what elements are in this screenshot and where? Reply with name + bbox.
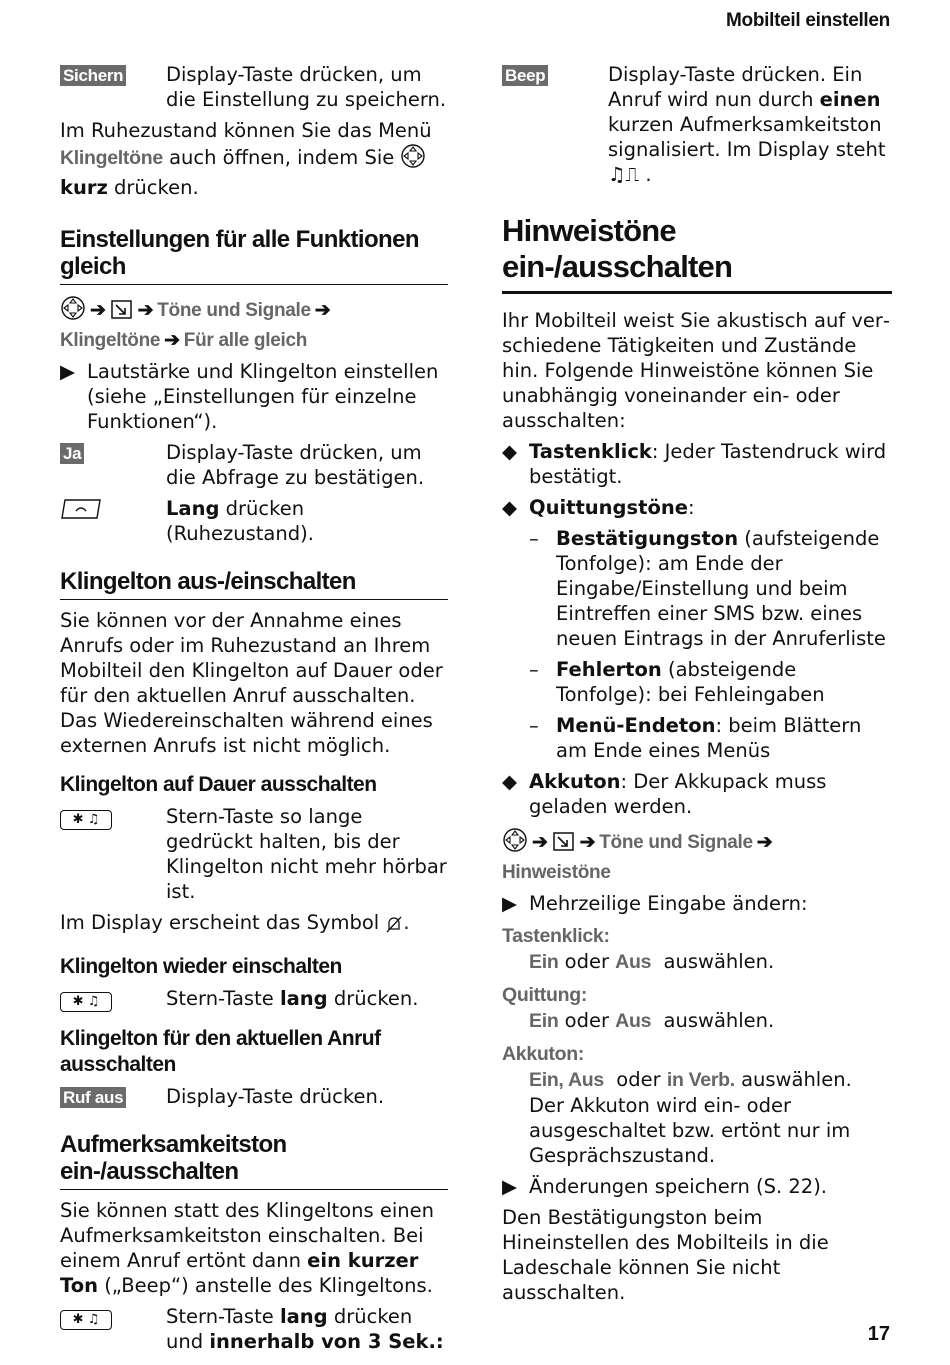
fehl-text: (absteigende Tonfolge): bei Fehleingaben [556,658,825,706]
page-number: 17 [867,1323,890,1345]
option-aus: Aus [615,1010,652,1032]
beep-row: Beep Display-Taste drücken. Ein Anruf wird nun durch einen kurzen Aufmerksamkeitston signalisiert. Im Display steht ♫⎍ . [502,62,892,187]
nav-path-2: ➔ ➔ Töne und Signale ➔ Hinweistöne [502,827,892,885]
list-item: – Bestätigungston (aufsteigende Tonfolge): am Ende der Eingabe/Einstellung und beim Eintreffen einer SMS bzw. eines neuen Eintrags in der Anruferliste [529,527,886,650]
hinweis-paragraph: Ihr Mobilteil weist Sie akustisch auf verschiedene Tätigkeiten und Zustände hin. Folgende Hinweistöne können Sie unabhängig voneinander ein- oder ausschalten: [502,309,890,432]
dauer-text: Stern-Taste so lange gedrückt halten, bis der Klingelton nicht mehr hörbar ist. [166,805,447,903]
aufm-key-lang: lang [279,1305,328,1328]
sichern-text: Display-Taste drücken, um die Einstellung zu speichern. [166,63,447,111]
akkuton-label: Akkuton: [502,1043,585,1065]
menu-text: : beim Blättern am Ende eines Menüs [556,714,862,762]
nav-fuer-alle-gleich: Für alle gleich [183,330,308,351]
menu-bold: Menü-Endeton [556,714,716,737]
beep-text-2: kurzen Aufmerksamkeitston signalisiert. Im Display steht [608,113,886,161]
beep-symbol-icon: ♫⎍ [608,163,640,186]
nav-toene-signale: Töne und Signale [157,300,311,321]
wieder-lang: lang [279,987,328,1010]
ja-display-key: Ja [60,443,84,464]
akkuton-text: auswählen. Der Akkuton wird ein- oder ausgeschaltet bzw. ertönt nur im Gesprächszustand. [529,1068,852,1167]
oder-text: oder [616,1068,661,1091]
tastenklick-option [502,949,892,975]
option-ein-aus: Ein, Aus [529,1069,604,1091]
best-text: (aufsteigende Tonfolge): am Ende der Eingabe/Einstellung und beim Eintreffen einer SMS bzw. eines neuen Eintrags in der Anruferliste [556,527,886,650]
symbol-text: Im Display erscheint das Symbol [60,911,380,934]
lang-bold: Lang [166,497,220,520]
list-item [502,769,892,819]
triangle-bullet-icon: ▶ [60,360,75,383]
ruhe-text-1: Im Ruhezustand können Sie das Menü [60,119,432,142]
option-ein: Ein [529,1010,559,1032]
bullet-lautstaerke: Lautstärke und Klingelton einstellen (siehe „Einstellungen für einzelne Funktionen“). [87,360,439,433]
ruf-row [60,1084,448,1109]
list-item: – Menü-Endeton: beim Blättern am Ende eines Menüs [529,714,862,762]
symbol-paragraph: Im Display erscheint das Symbol . [60,910,448,940]
quittung-label: Quittung: [502,984,588,1006]
lang-text: drücken (Ruhezustand). [166,497,314,545]
heading-klingelton-aus: Klingelton aus-/einschalten [60,568,448,600]
star-key-icon: ✱ ♫ [60,810,112,830]
ja-text: Display-Taste drücken, um die Abfrage zu bestätigen. [166,441,425,489]
list-item [502,891,892,916]
tastenklick-label: Tastenklick: [502,925,610,947]
nav-klingeltoene: Klingeltöne [60,330,161,351]
lang-row [60,496,448,546]
aufm-key-text-2: drücken und [166,1305,413,1353]
akkuton-option [502,1067,892,1168]
schluss-paragraph: Den Bestätigungston beim Hineinstellen des Mobilteils in die Ladeschale können Sie nicht ausschalten. [502,1206,829,1304]
beep-bold: einen [819,88,881,111]
dauer-row [60,804,448,904]
akku-text: : Der Akkupack muss geladen werden. [529,770,827,818]
ruhe-kurz: kurz [60,176,108,199]
sichern-row [60,62,448,112]
control-key-icon [400,143,426,175]
aufm-key-row [60,1304,448,1354]
heading-wieder: Klingelton wieder einschalten [60,955,342,978]
settings-menu-icon [110,299,134,328]
heading-hinweistoene: Hinweistöne ein-/ausschalten [502,213,892,294]
oder-text: oder [564,950,609,973]
mehrzeilig-text: Mehrzeilige Eingabe ändern: [529,892,808,915]
star-key-icon: ✱ ♫ [60,1310,112,1330]
akku-bold: Akkuton [529,770,621,793]
star-key-icon: ✱ ♫ [60,992,112,1012]
list-item [502,1174,892,1199]
aufm-bold: ein kurzer Ton [60,1249,419,1297]
nav-hinweistoene: Hinweistöne [502,862,611,883]
quittung-option [502,1008,892,1034]
triangle-bullet-icon: ▶ [502,1175,517,1198]
nav-path-1: ➔ ➔ Töne und Signale ➔ Klingeltöne ➔ Für alle gleich [60,295,448,353]
list-item [502,439,892,489]
wieder-text-2: drücken. [333,987,419,1010]
ruf-text: Display-Taste drücken. [166,1085,385,1108]
diamond-bullet-icon: ◆ [502,440,517,463]
settings-menu-icon [552,831,576,860]
ringer-off-icon [385,914,403,940]
wieder-text-1: Stern-Taste [166,987,274,1010]
ja-row [60,440,448,490]
option-ein: Ein [529,951,559,973]
option-aus: Aus [615,951,652,973]
wieder-row [60,986,448,1012]
heading-dauer: Klingelton auf Dauer ausschalten [60,773,377,796]
heading-aktuell: Klingelton für den aktuellen Anruf ausschalten [60,1027,381,1076]
diamond-bullet-icon: ◆ [502,770,517,793]
left-column [60,62,448,1354]
beep-text-1: Display-Taste drücken. Ein Anruf wird nun durch [608,63,863,111]
best-bold: Bestätigungston [556,527,739,550]
list-item [60,359,448,434]
quittung-text: : [687,496,695,519]
aufm-key-bold: innerhalb von 3 Sek.: [209,1330,444,1353]
tastenklick-text: : Jeder Tastendruck wird bestätigt. [529,440,887,488]
end-call-key-icon [60,498,102,526]
control-key-icon [60,295,86,328]
ruhe-text-3: drücken. [114,176,199,199]
running-header: Mobilteil einstellen [726,10,890,31]
fehl-bold: Fehlerton [556,658,662,681]
list-item: – Fehlerton (absteigende Tonfolge): bei Fehleingaben [529,658,825,706]
ruhe-text-2: auch öffnen, indem Sie [169,146,395,169]
heading-alle-funktionen: Einstellungen für alle Funktionen gleich [60,226,448,285]
aufm-text-1: Sie können statt des Klingeltons einen Aufmerksamkeitston einschalten. Bei einem Anruf ertönt dann [60,1199,434,1272]
beep-display-key: Beep [502,65,548,86]
diamond-bullet-icon: ◆ [502,496,517,519]
tastenklick-bold: Tastenklick [529,440,652,463]
heading-aufmerksamkeit: Aufmerksamkeitston ein-/ausschalten [60,1131,448,1190]
aenderungen-text: Änderungen speichern (S. 22). [529,1175,828,1198]
aufm-paragraph [60,1198,448,1298]
ruf-aus-display-key: Ruf aus [60,1087,126,1108]
right-column [502,62,892,1305]
list-item [502,495,892,520]
ruhe-menu-name: Klingeltöne [60,147,163,169]
aufm-key-text-1: Stern-Taste [166,1305,274,1328]
sichern-display-key: Sichern [60,65,126,86]
control-key-icon [502,827,528,860]
ruhe-paragraph [60,118,448,200]
triangle-bullet-icon: ▶ [502,892,517,915]
option-in-verb: in Verb. [666,1069,735,1091]
nav-toene-signale: Töne und Signale [599,832,753,853]
quittung-bold: Quittungstöne [529,496,688,519]
aufm-text-2: („Beep“) anstelle des Klingeltons. [104,1274,433,1297]
auswaehlen-text: auswählen. [663,1009,775,1032]
auswaehlen-text: auswählen. [663,950,775,973]
oder-text: oder [564,1009,609,1032]
aus-paragraph: Sie können vor der Annahme eines Anrufs oder im Ruhezustand an Ihrem Mobilteil den Klingelton auf Dauer oder für den aktuellen Anruf ausschalten. Das Wiedereinschalten während eines externen Anrufs ist nicht möglich. [60,609,443,757]
